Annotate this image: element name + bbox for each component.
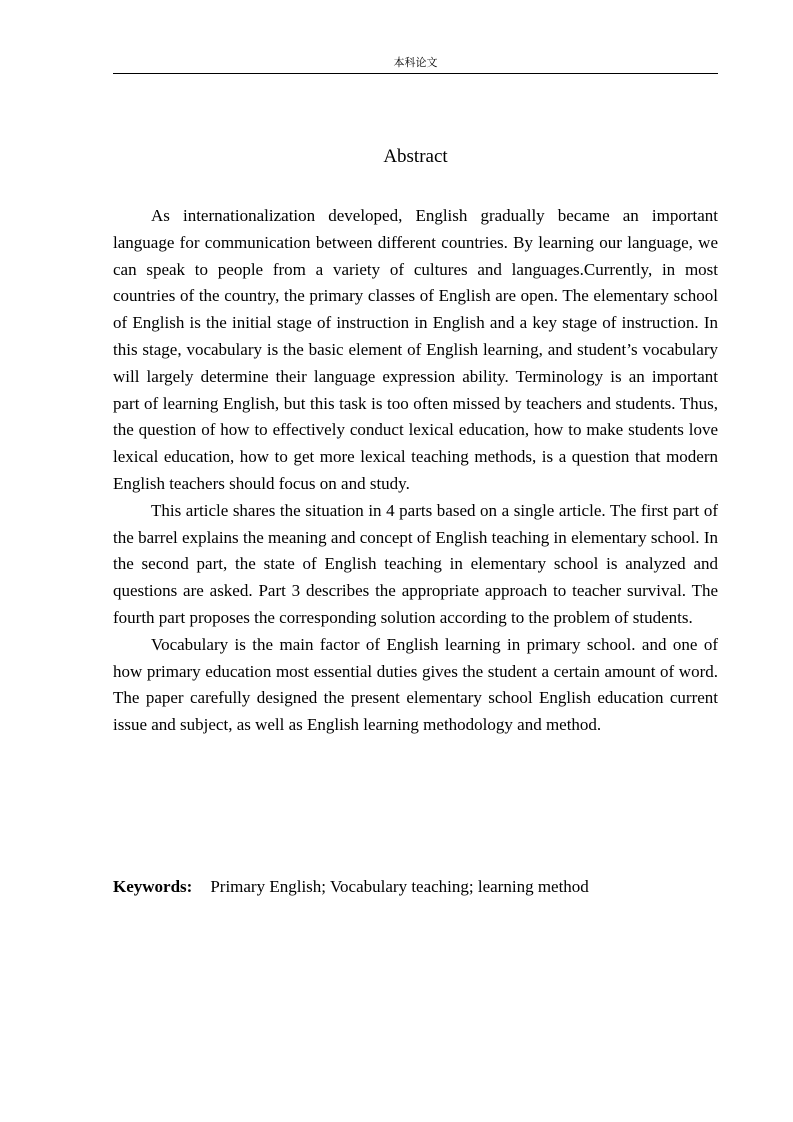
abstract-paragraph-1: As internationalization developed, English gradually became an important language for communication between different countries. By learning our language, we can speak to people from a variety of cultures and languages.Currently, in most countries of the country, the primary classes of English are open. The elementary school of English is the initial stage of instruction in English and a key stage of instruction. In this stage, vocabulary is the basic element of English learning, and student’s vocabulary will largely determine their language expression ability. Terminology is an important part of learning English, but this task is too often missed by teachers and students. Thus, the question of how to effectively conduct lexical education, how to make students love lexical education, how to get more lexical teaching methods, is a question that modern English teachers should focus on and study. [113,206,718,493]
keywords-label: Keywords: [113,877,193,896]
page-header: 本科论文 [393,56,438,69]
abstract-body [113,203,718,739]
abstract-paragraph-3: Vocabulary is the main factor of English learning in primary school. and one of how primary education most essential duties gives the student a certain amount of word. The paper carefully designed the present elementary school English education current issue and subject, as well as English learning methodology and method. [113,634,718,735]
keywords-value: Primary English; Vocabulary teaching; learning method [210,877,589,896]
keywords-line [113,874,718,900]
abstract-title: Abstract [383,146,448,167]
abstract-paragraph-2: This article shares the situation in 4 parts based on a single article. The first part of the barrel explains the meaning and concept of English teaching in elementary school. In the second part, the state of English teaching in elementary school is analyzed and questions are asked. Part 3 describes the appropriate approach to teacher survival. The fourth part proposes the corresponding solution according to the problem of students. [113,500,718,627]
header-divider [113,73,718,74]
